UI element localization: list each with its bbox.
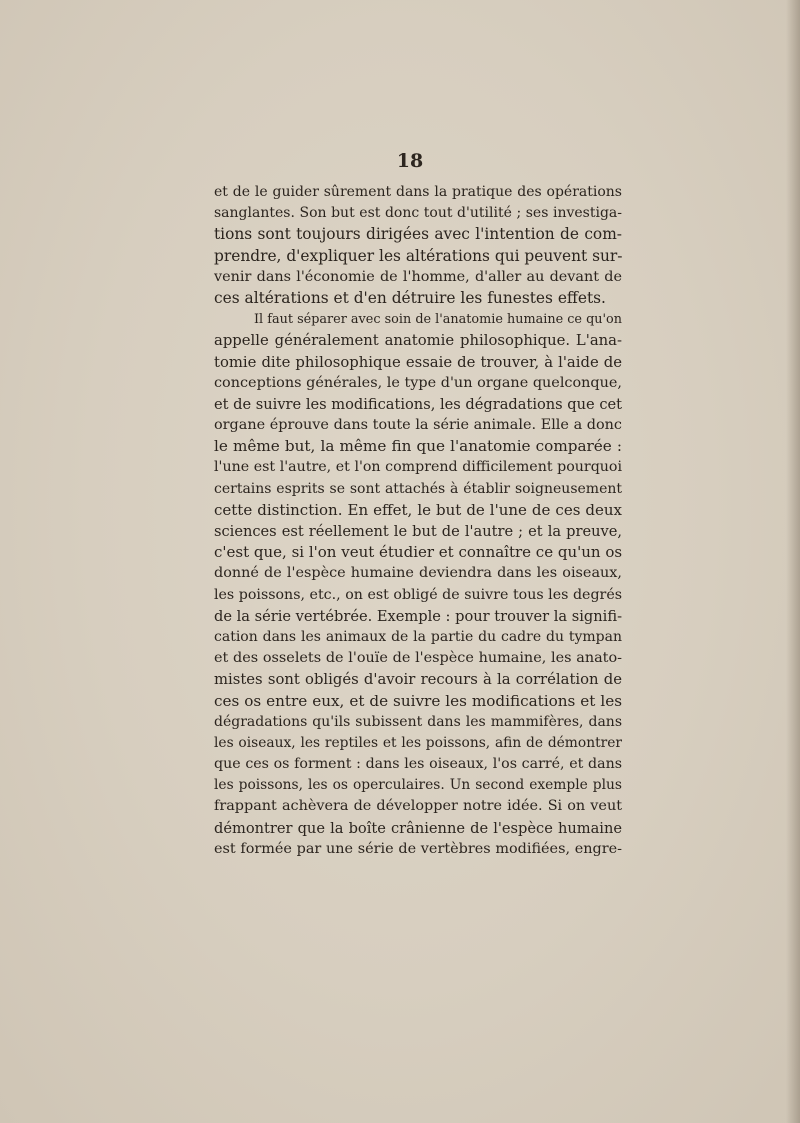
text-line: les oiseaux, les reptiles et les poissons, afin de démontrer — [214, 734, 622, 751]
text-line: venir dans l'économie de l'homme, d'aller au devant de — [214, 268, 622, 285]
text-line: frappant achèvera de développer notre idée. Si on veut — [214, 798, 622, 815]
text-line: sanglantes. Son but est donc tout d'utilité ; ses investiga- — [214, 205, 622, 222]
text-line: organe éprouve dans toute la série animale. Elle a donc — [214, 417, 622, 434]
text-line: et des osselets de l'ouïe de l'espèce humaine, les anato- — [214, 650, 622, 667]
text-line: mistes sont obligés d'avoir recours à la corrélation de — [214, 671, 622, 689]
text-line: et de le guider sûrement dans la pratique des opérations — [214, 184, 622, 200]
text-line: que ces os forment : dans les oiseaux, l'os carré, et dans — [214, 756, 622, 773]
text-line: dégradations qu'ils subissent dans les mammifères, dans — [214, 713, 622, 730]
text-line: certains esprits se sont attachés à établir soigneusement — [214, 480, 622, 497]
text-line: cation dans les animaux de la partie du cadre du tympan — [214, 628, 622, 645]
page-number: 18 — [396, 150, 424, 172]
text-line: de la série vertébrée. Exemple : pour trouver la signifi- — [214, 607, 622, 625]
text-line: Il faut séparer avec soin de l'anatomie humaine ce qu'on — [254, 312, 622, 328]
text-line: démontrer que la boîte crânienne de l'espèce humaine — [214, 819, 622, 837]
text-line — [214, 881, 622, 902]
text-line: et de suivre les modifications, les dégradations que cet — [214, 395, 622, 413]
text-line: c'est que, si l'on veut étudier et connaître ce qu'un os — [214, 543, 623, 562]
text-line: les poissons, etc., on est obligé de suivre tous les degrés — [214, 586, 622, 603]
text-line: cette distinction. En effet, le but de l'une de ces deux — [214, 500, 622, 519]
text-line — [214, 902, 622, 923]
text-line: ces os entre eux, et de suivre les modifications et les — [214, 691, 622, 710]
text-line: donné de l'espèce humaine deviendra dans les oiseaux, — [214, 565, 622, 582]
page-edge-shadow — [786, 0, 800, 1123]
text-line: le même but, la même fin que l'anatomie comparée : — [214, 437, 622, 456]
text-line: prendre, d'expliquer les altérations qui peuvent sur- — [214, 246, 623, 265]
text-line: appelle généralement anatomie philosophique. L'ana- — [214, 332, 622, 350]
text-line: conceptions générales, le type d'un organe quelconque, — [214, 374, 622, 391]
paragraph-1 — [214, 182, 622, 309]
text-line: est formée par une série de vertèbres modifiées, engre- — [214, 840, 622, 857]
paragraph-2 — [214, 309, 622, 945]
text-line: l'une est l'autre, et l'on comprend difficilement pourquoi — [214, 459, 622, 476]
text-line: ces altérations et d'en détruire les funestes effets. — [214, 288, 606, 307]
text-line — [214, 860, 622, 881]
text-line: les poissons, les os operculaires. Un second exemple plus — [214, 777, 622, 794]
text-line: tomie dite philosophique essaie de trouver, à l'aide de — [214, 353, 622, 371]
text-line: sciences est réellement le but de l'autre ; et la preuve, — [214, 523, 622, 540]
body-text — [214, 182, 622, 945]
text-line — [214, 924, 622, 945]
text-line: tions sont toujours dirigées avec l'intention de com- — [214, 225, 622, 244]
